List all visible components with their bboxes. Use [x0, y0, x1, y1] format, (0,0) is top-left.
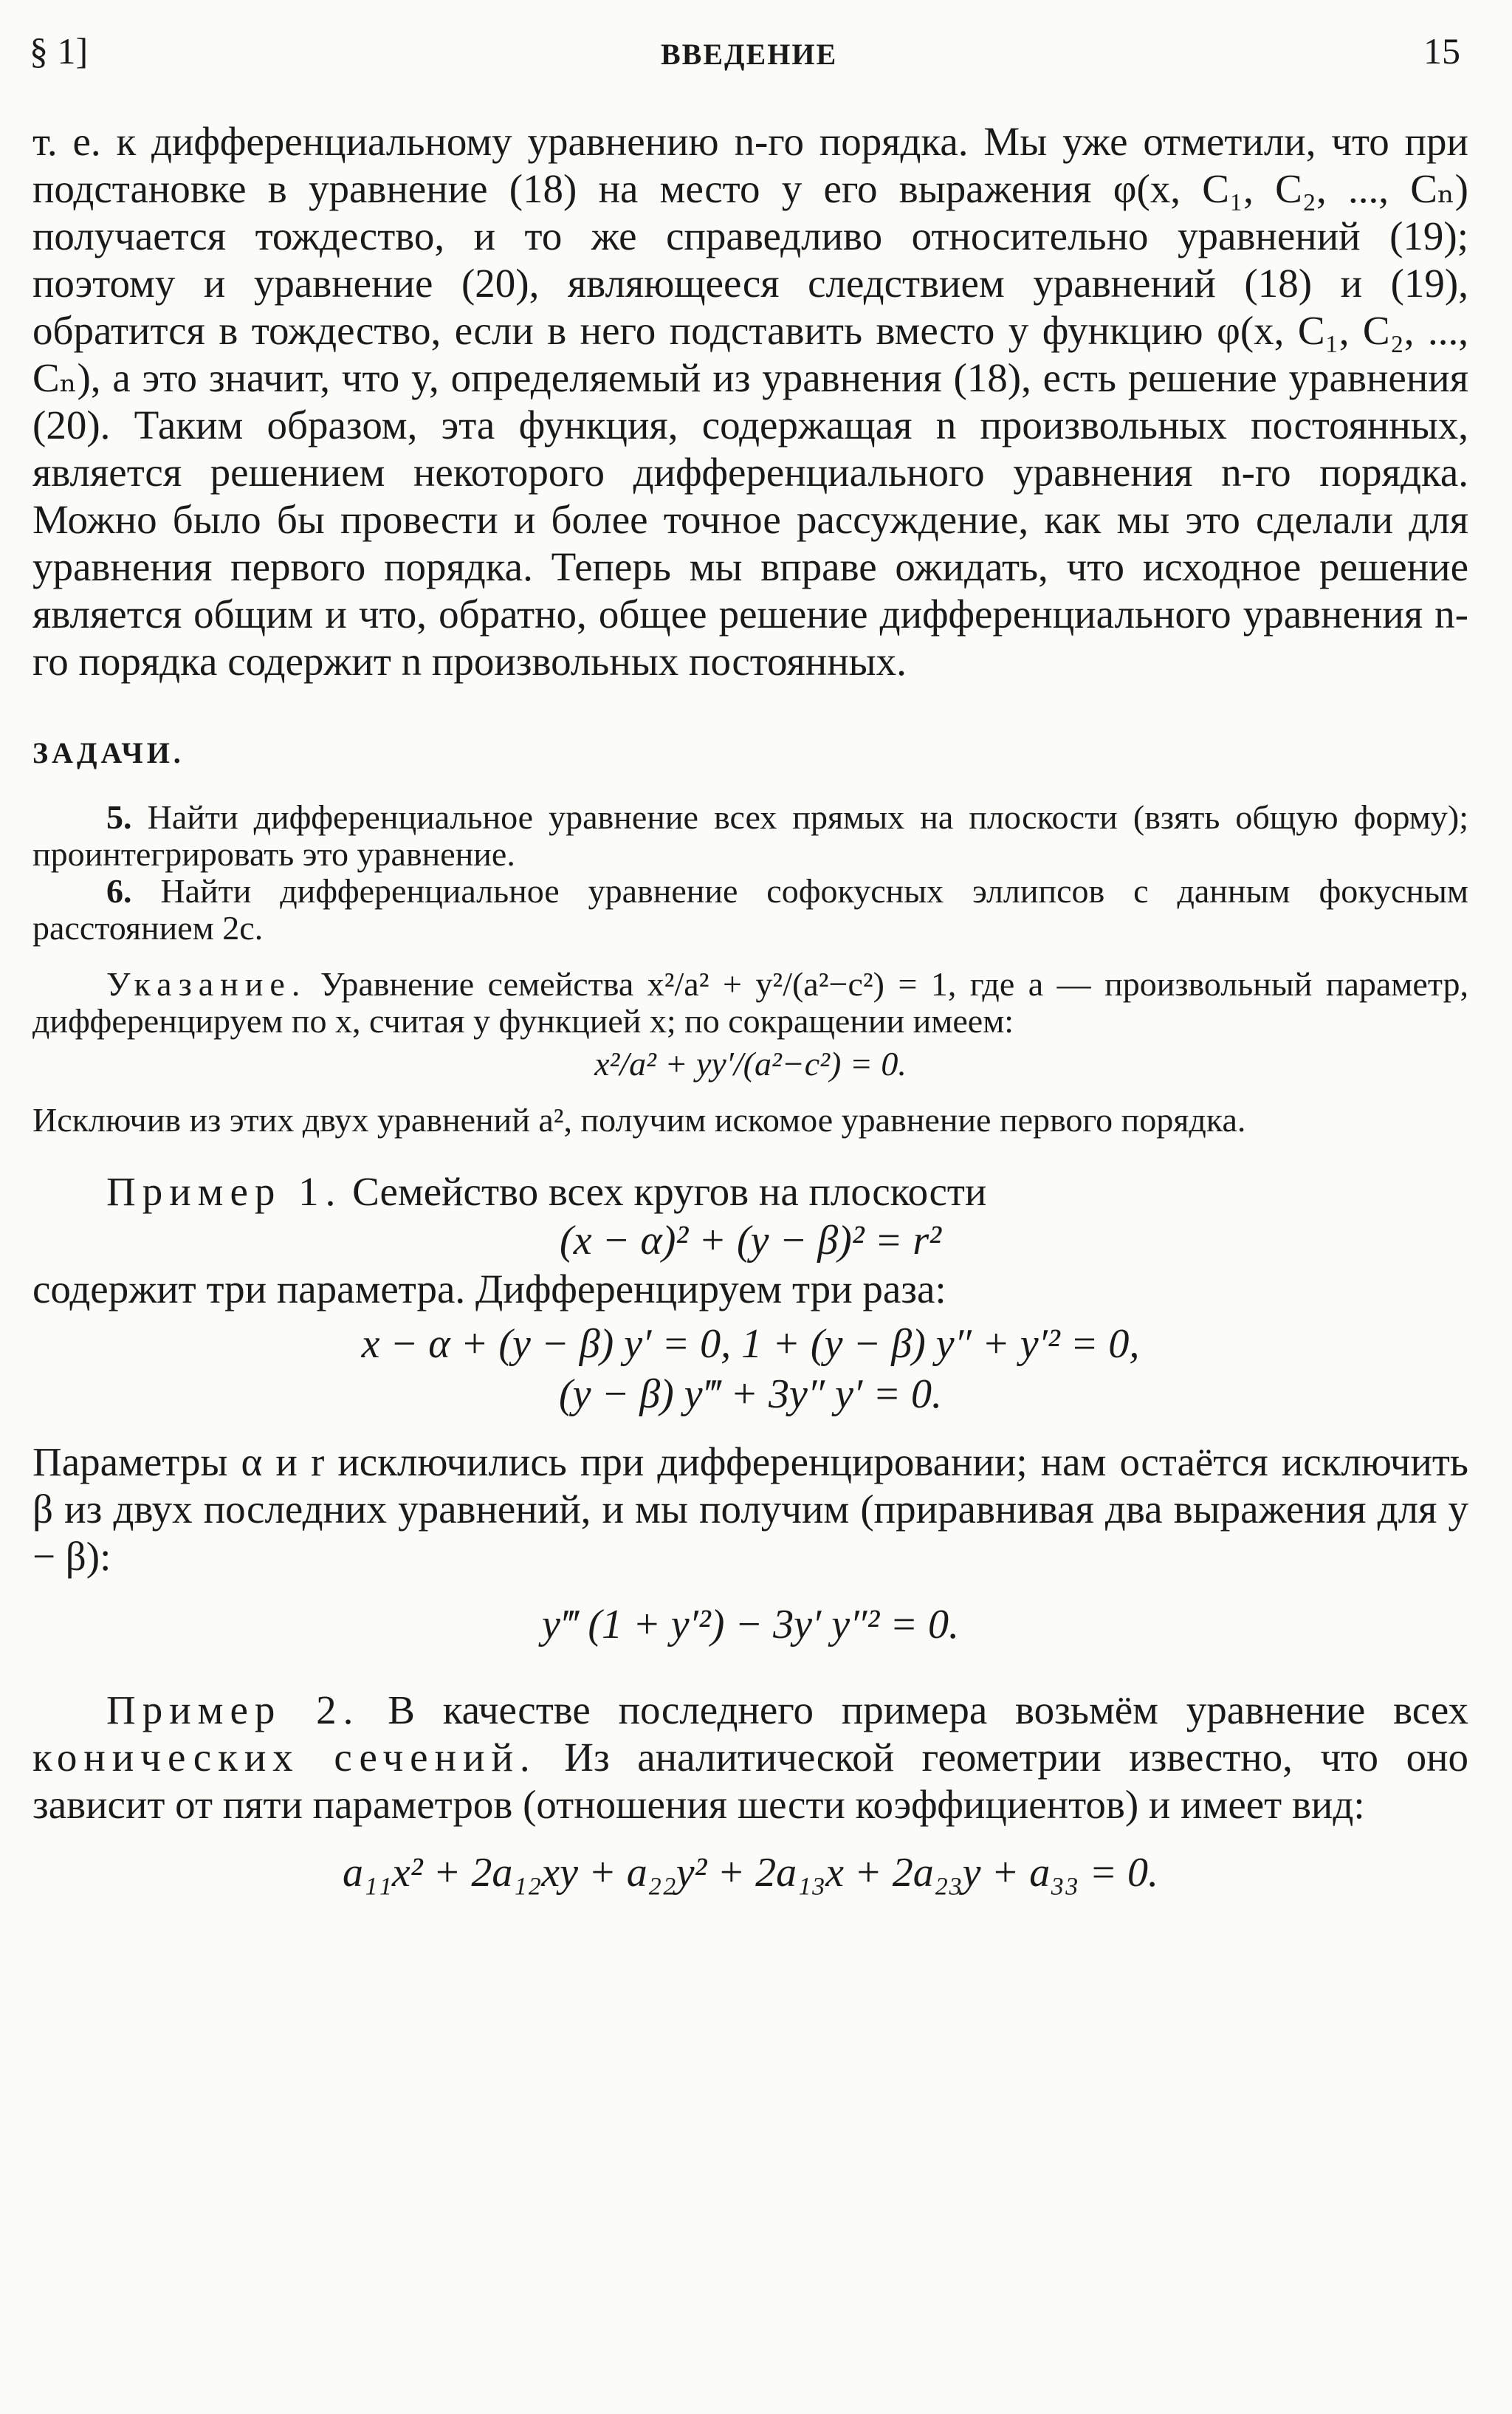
problem-5 — [32, 799, 1468, 873]
page-number: 15 — [1423, 30, 1460, 72]
example-2-text-start: В качестве последнего примера возьмём уравнение всех — [388, 1687, 1469, 1732]
circle-family-formula: (x − α)² + (y − β)² = r² — [560, 1218, 941, 1263]
example-2-spaced-term: конических сечений. — [32, 1735, 537, 1780]
problem-5-number: 5. — [106, 798, 132, 836]
problems-heading: ЗАДАЧИ. — [32, 736, 185, 769]
example-1-intro-text: Семейство всех кругов на плоскости — [352, 1169, 987, 1214]
hint-formula: x²/a² + yy′/(a²−c²) = 0. — [594, 1045, 907, 1083]
example-1-elimination: Параметры α и r исключились при дифференцировании; нам остаётся исключить β из двух последних уравнений, и мы получим (приравнивая два выражения для y − β): — [32, 1439, 1468, 1579]
derivative-formula-1: x − α + (y − β) y′ = 0, 1 + (y − β) y″ + y′² = 0, — [361, 1321, 1140, 1367]
intro-paragraph: т. е. к дифференциальному уравнению n-го порядка. Мы уже отметили, что при подстановке в уравнение (18) на место y его выражения φ(x, C₁, C₂, ..., Cₙ) получается тождество, и то же справедливо относительно уравнений (19); поэтому и уравнение (20), являющееся следствием уравнений (18) и (19), обратится в тождество, если в него подставить вместо y функцию φ(x, C₁, C₂, ..., Cₙ), а это значит, что y, определяемый из уравнения (18), есть решение уравнения (20). Таким образом, эта функция, содержащая n произвольных постоянных, является решением некоторого дифференциального уравнения n-го порядка. Можно было бы провести и более точное рассуждение, как мы это сделали для уравнения первого порядка. Теперь мы вправе ожидать, что исходное решение является общим и что, обратно, общее решение дифференциального уравнения n-го порядка содержит n произвольных постоянных. — [32, 119, 1468, 684]
example-1-intro — [32, 1168, 1468, 1215]
example-1-label: Пример 1. — [106, 1169, 343, 1214]
hint-conclusion: Исключив из этих двух уравнений a², получим искомое уравнение первого порядка. — [32, 1101, 1246, 1139]
problem-6-number: 6. — [106, 872, 132, 910]
example-2-paragraph — [32, 1687, 1468, 1828]
hint-label: Указание. — [106, 965, 307, 1003]
derivative-formula-2: (y − β) y‴ + 3y″ y′ = 0. — [558, 1371, 943, 1417]
hint-paragraph — [32, 966, 1468, 1040]
circle-differential-equation: y‴ (1 + y′²) − 3y′ y″² = 0. — [541, 1602, 959, 1647]
problem-5-text: Найти дифференциальное уравнение всех прямых на плоскости (взять общую форму); проинтегрировать это уравнение. — [32, 798, 1468, 873]
example-2-label: Пример 2. — [106, 1687, 360, 1732]
example-2-text-end: Из аналитической геометрии известно, что оно зависит от пяти параметров (отношения шести коэффициентов) и имеет вид: — [32, 1735, 1468, 1827]
problem-6 — [32, 873, 1468, 947]
conic-section-formula: a₁₁x² + 2a₁₂xy + a₂₂y² + 2a₁₃x + 2a₂₃y + a₃₃ = 0. — [342, 1850, 1159, 1896]
running-title: ВВЕДЕНИЕ — [661, 38, 838, 71]
page-header — [30, 22, 1460, 81]
hint-text: Уравнение семейства x²/a² + y²/(a²−c²) = 1, где a — произвольный параметр, дифференцируем по x, считая y функцией x; по сокращении имеем: — [32, 965, 1469, 1040]
section-marker: § 1] — [30, 30, 89, 72]
example-1-text: содержит три параметра. Дифференцируем три раза: — [32, 1266, 946, 1311]
problem-6-text: Найти дифференциальное уравнение софокусных эллипсов с данным фокусным расстоянием 2c. — [32, 872, 1468, 947]
page-body — [32, 118, 1468, 1898]
